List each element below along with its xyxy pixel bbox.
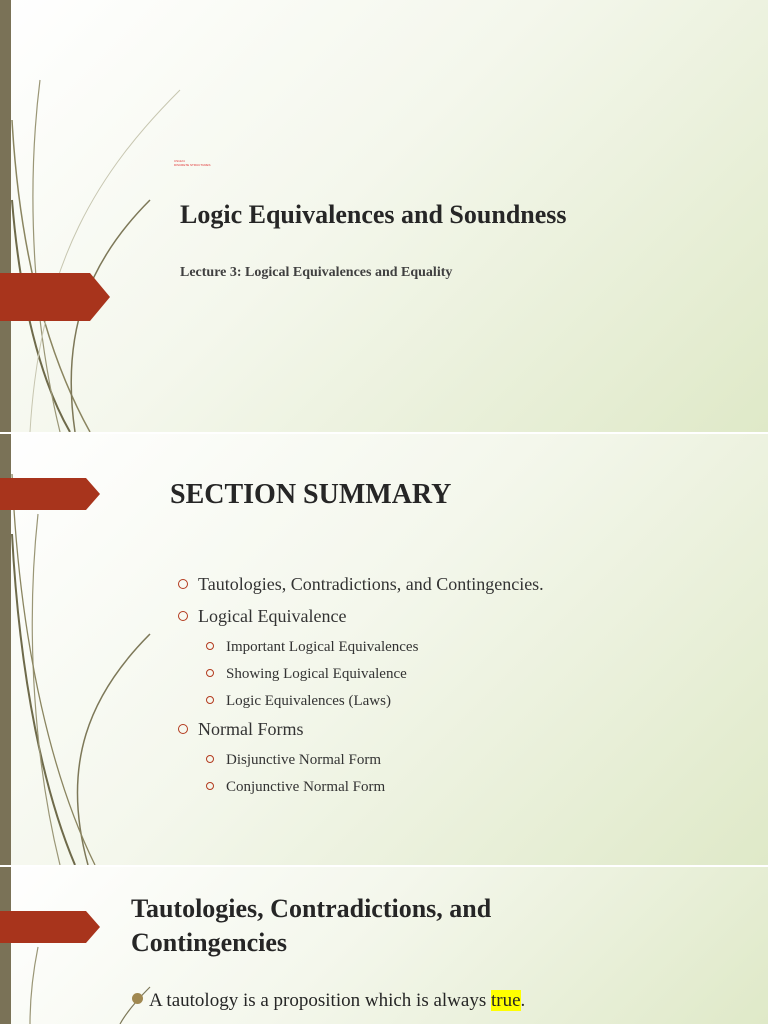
- list-item: Conjunctive Normal Form: [178, 777, 544, 804]
- bullet-text: A tautology is a proposition which is always: [149, 990, 491, 1011]
- slide-1-subtitle: Lecture 3: Logical Equivalences and Equality: [180, 265, 453, 280]
- slide-accent-arrow: [0, 478, 100, 510]
- slide-3: [0, 867, 768, 1024]
- slide-1-title: Logic Equivalences and Soundness: [180, 200, 567, 229]
- bullet-punctuation: .: [520, 990, 526, 1011]
- list-item: Normal Forms: [178, 718, 544, 750]
- list-item: Logical Equivalence: [178, 605, 544, 637]
- slide-1: [0, 0, 768, 432]
- list-item: Tautologies, Contradictions, and Contingencies.: [178, 573, 544, 605]
- slide-2-title: SECTION SUMMARY: [170, 479, 452, 510]
- slide-3-title: Tautologies, Contradictions, and Contingencies: [131, 894, 492, 957]
- decorative-curves: [0, 0, 200, 432]
- list-item: Important Logical Equivalences: [178, 637, 544, 664]
- list-item: Showing Logical Equivalence: [178, 664, 544, 691]
- bullet-dot-icon: [132, 993, 143, 1004]
- highlighted-word: true: [490, 990, 521, 1011]
- course-code: CS1124: [174, 159, 185, 163]
- list-item: Disjunctive Normal Form: [178, 750, 544, 777]
- slide-2: [0, 434, 768, 865]
- section-summary-list: [178, 573, 544, 804]
- course-label: [174, 159, 211, 167]
- slide-accent-arrow: [0, 911, 100, 943]
- course-name: DISCRETE STRUCTURES: [174, 163, 211, 167]
- list-item: Logic Equivalences (Laws): [178, 691, 544, 718]
- slide-accent-arrow: [0, 273, 110, 321]
- definition-bullet: [132, 990, 525, 1012]
